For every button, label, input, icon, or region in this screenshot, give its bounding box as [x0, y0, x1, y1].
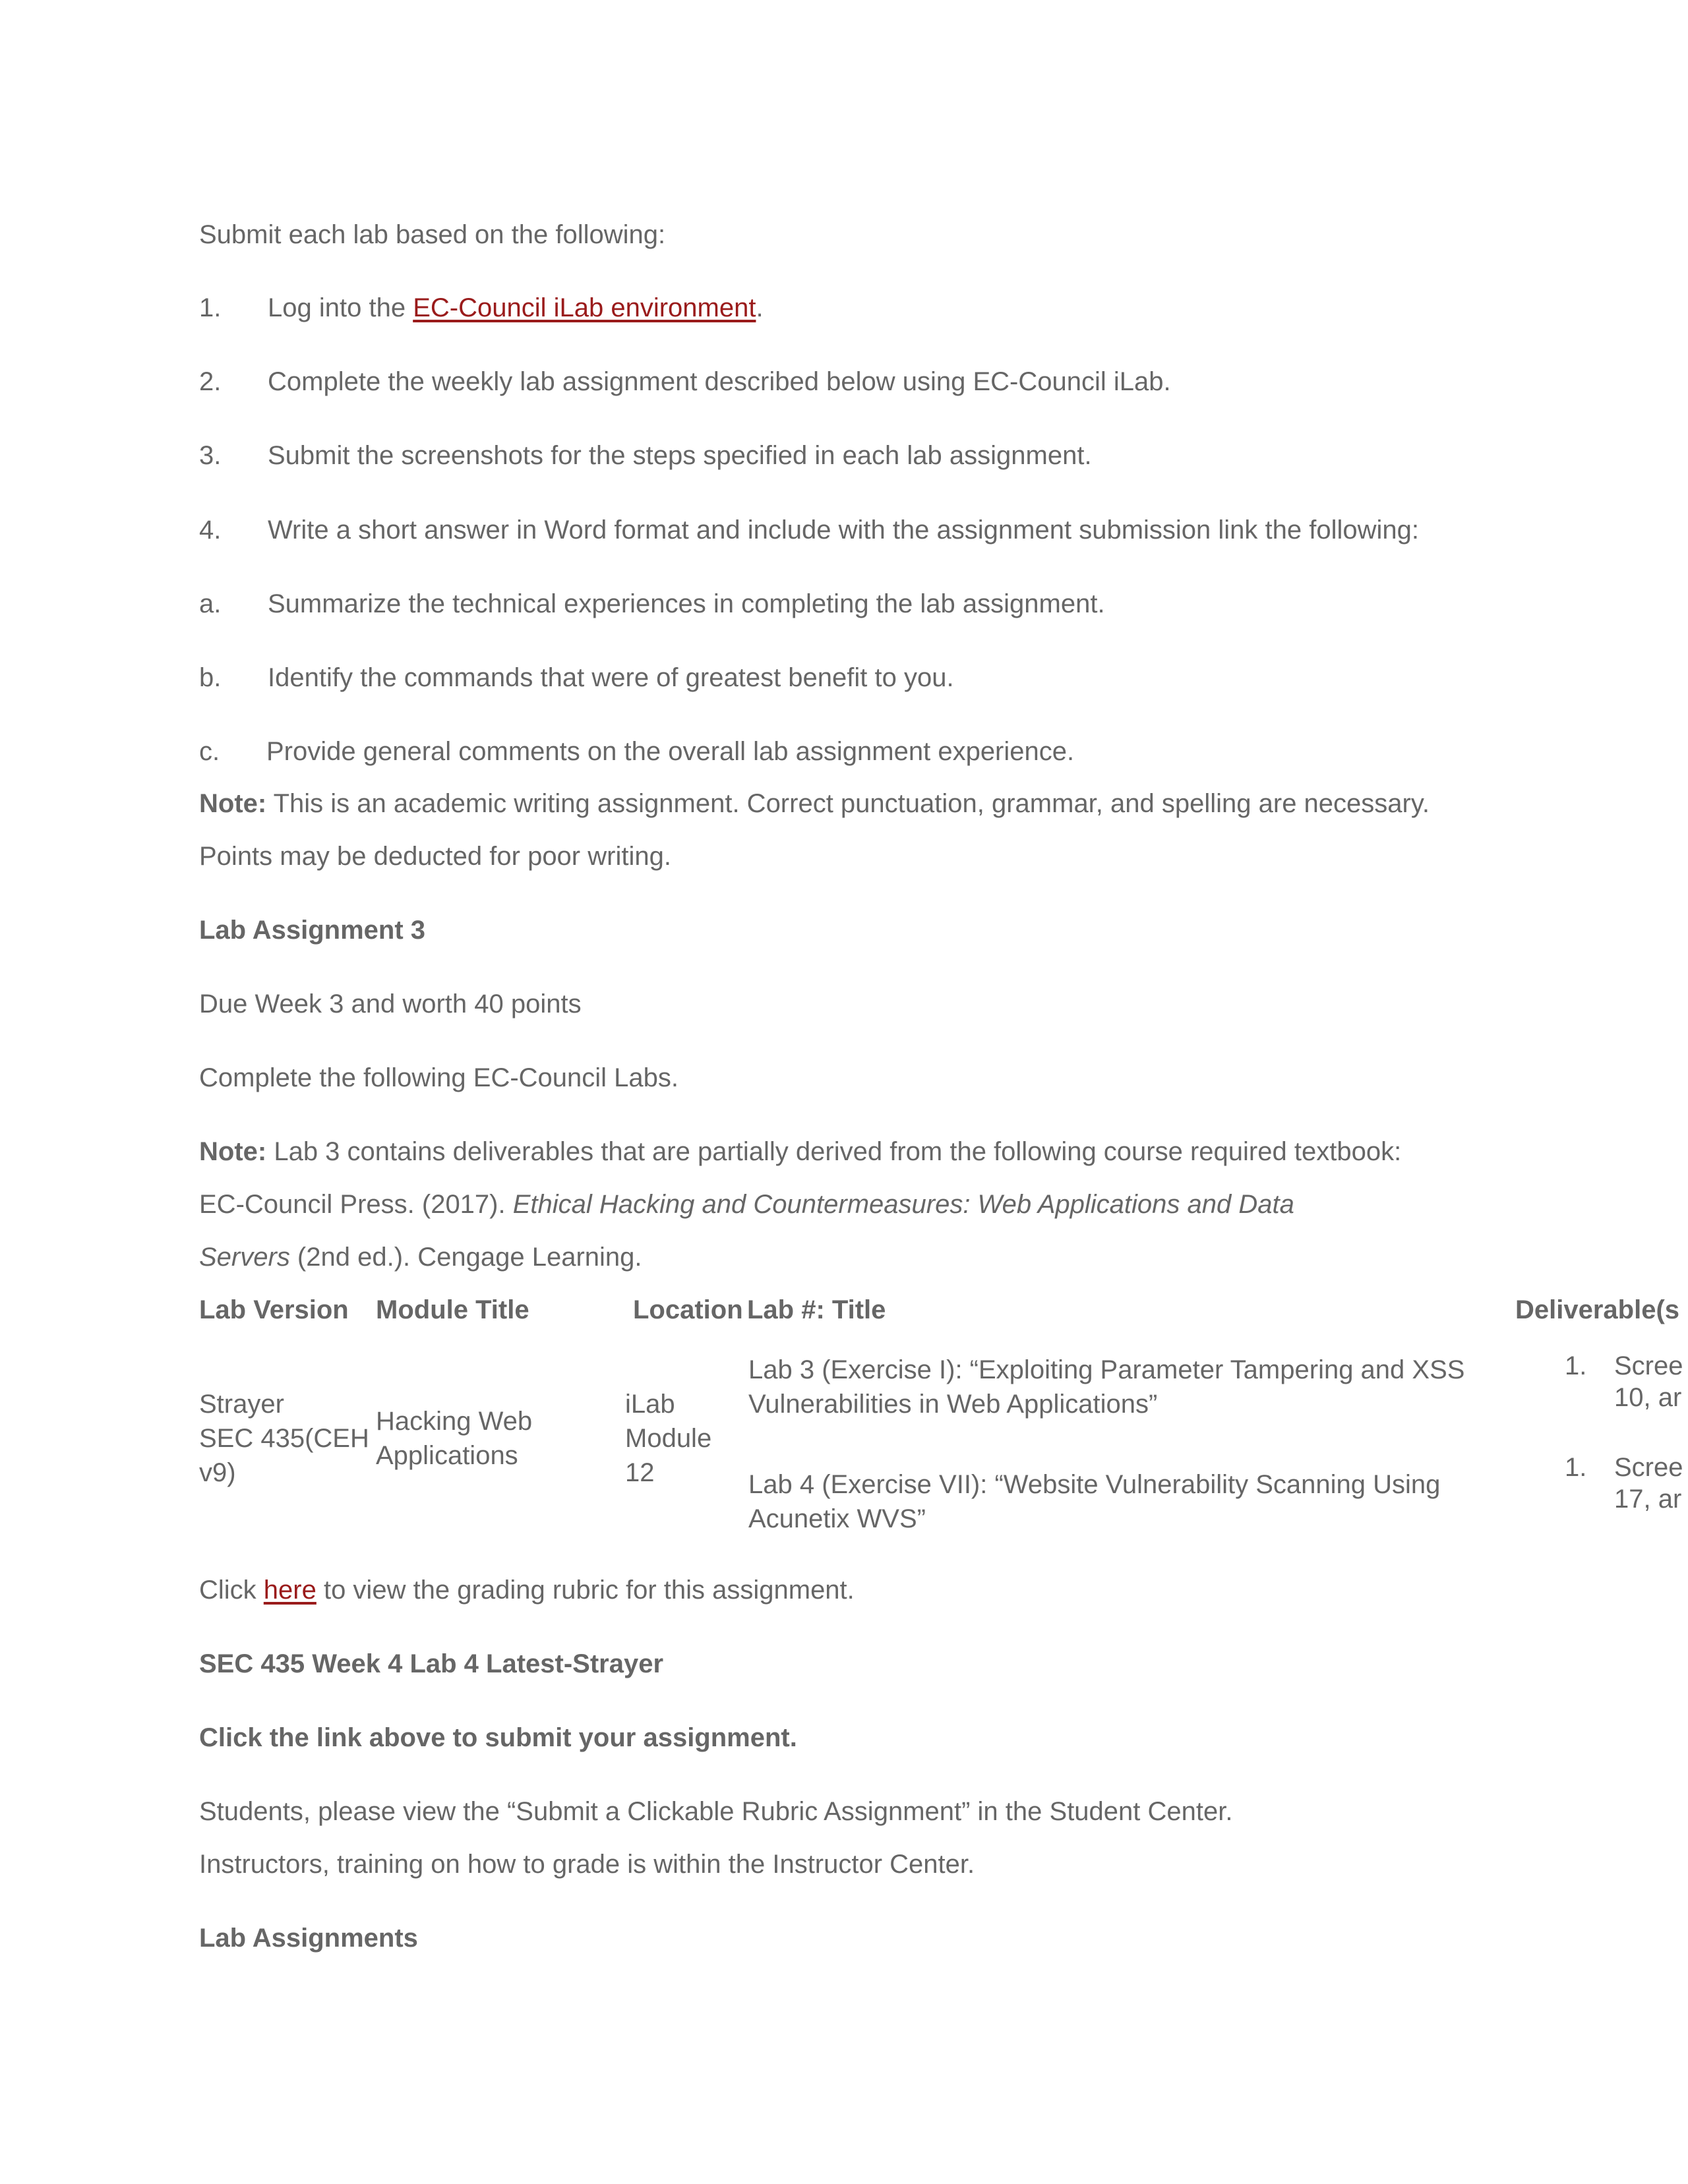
cell-lab-version: v9) — [199, 1458, 236, 1487]
textbook-citation-line2: Servers (2nd ed.). Cengage Learning. — [199, 1243, 642, 1272]
instructors-text: Instructors, training on how to grade is within the Instructor Center. — [199, 1850, 975, 1879]
cell-deliverable-number: 1. — [1565, 1351, 1587, 1380]
cell-location: Module — [625, 1424, 712, 1453]
header-location: Location — [633, 1295, 743, 1324]
complete-labs-text: Complete the following EC-Council Labs. — [199, 1063, 679, 1092]
step-number: 2. — [199, 367, 222, 396]
substep-letter: c. — [199, 737, 220, 766]
rubric-text: Click here to view the grading rubric for this assignment. — [199, 1576, 855, 1605]
ilab-environment-link[interactable]: EC-Council iLab environment — [413, 293, 756, 322]
step-number: 4. — [199, 516, 222, 545]
cell-location: 12 — [625, 1458, 655, 1487]
step-text: Log into the EC-Council iLab environment. — [268, 293, 764, 322]
step-text: Complete the weekly lab assignment described below using EC-Council iLab. — [268, 367, 1171, 396]
cell-deliverable: 10, ar — [1614, 1383, 1682, 1412]
header-lab-title: Lab #: Title — [747, 1295, 886, 1324]
cell-deliverable: Scree — [1614, 1351, 1683, 1380]
substep-letter: b. — [199, 663, 222, 692]
intro-text: Submit each lab based on the following: — [199, 220, 666, 249]
step-text: Submit the screenshots for the steps specified in each lab assignment. — [268, 441, 1092, 470]
submit-instruction: Click the link above to submit your assignment. — [199, 1723, 797, 1752]
cell-module-title: Applications — [376, 1441, 518, 1470]
cell-deliverable: 17, ar — [1614, 1485, 1682, 1514]
cell-module-title: Hacking Web — [376, 1407, 533, 1436]
step-text: Write a short answer in Word format and include with the assignment submission link the following: — [268, 516, 1419, 545]
due-text: Due Week 3 and worth 40 points — [199, 989, 582, 1018]
substep-text: Summarize the technical experiences in completing the lab assignment. — [268, 589, 1105, 618]
step-number: 1. — [199, 293, 222, 322]
grading-rubric-link[interactable]: here — [263, 1576, 316, 1605]
note-textbook: Note: Lab 3 contains deliverables that are partially derived from the following course required textbook: — [199, 1137, 1402, 1166]
lab-assignment-heading: Lab Assignment 3 — [199, 916, 426, 945]
cell-deliverable-number: 1. — [1565, 1453, 1587, 1482]
cell-lab-title: Vulnerabilities in Web Applications” — [748, 1390, 1158, 1419]
lab-assignments-heading: Lab Assignments — [199, 1924, 418, 1953]
cell-lab-title: Lab 3 (Exercise I): “Exploiting Parameter Tampering and XSS — [748, 1355, 1465, 1384]
note-writing-line2: Points may be deducted for poor writing. — [199, 842, 671, 871]
cell-lab-version: SEC 435(CEH — [199, 1424, 369, 1453]
note-writing: Note: This is an academic writing assignment. Correct punctuation, grammar, and spelling are necessary. — [199, 789, 1430, 818]
cell-deliverable: Scree — [1614, 1453, 1683, 1482]
textbook-citation-line1: EC-Council Press. (2017). Ethical Hacking and Countermeasures: Web Applications and Data — [199, 1190, 1294, 1219]
substep-letter: a. — [199, 589, 222, 618]
week-title: SEC 435 Week 4 Lab 4 Latest-Strayer — [199, 1649, 664, 1678]
header-module-title: Module Title — [376, 1295, 529, 1324]
substep-text: Provide general comments on the overall lab assignment experience. — [266, 737, 1075, 766]
cell-lab-version: Strayer — [199, 1390, 284, 1419]
cell-location: iLab — [625, 1390, 675, 1419]
students-text: Students, please view the “Submit a Clickable Rubric Assignment” in the Student Center. — [199, 1797, 1233, 1826]
header-lab-version: Lab Version — [199, 1295, 349, 1324]
cell-lab-title: Acunetix WVS” — [748, 1504, 926, 1533]
header-deliverables: Deliverable(s — [1515, 1295, 1680, 1324]
step-number: 3. — [199, 441, 222, 470]
cell-lab-title: Lab 4 (Exercise VII): “Website Vulnerability Scanning Using — [748, 1470, 1441, 1499]
substep-text: Identify the commands that were of greatest benefit to you. — [268, 663, 954, 692]
